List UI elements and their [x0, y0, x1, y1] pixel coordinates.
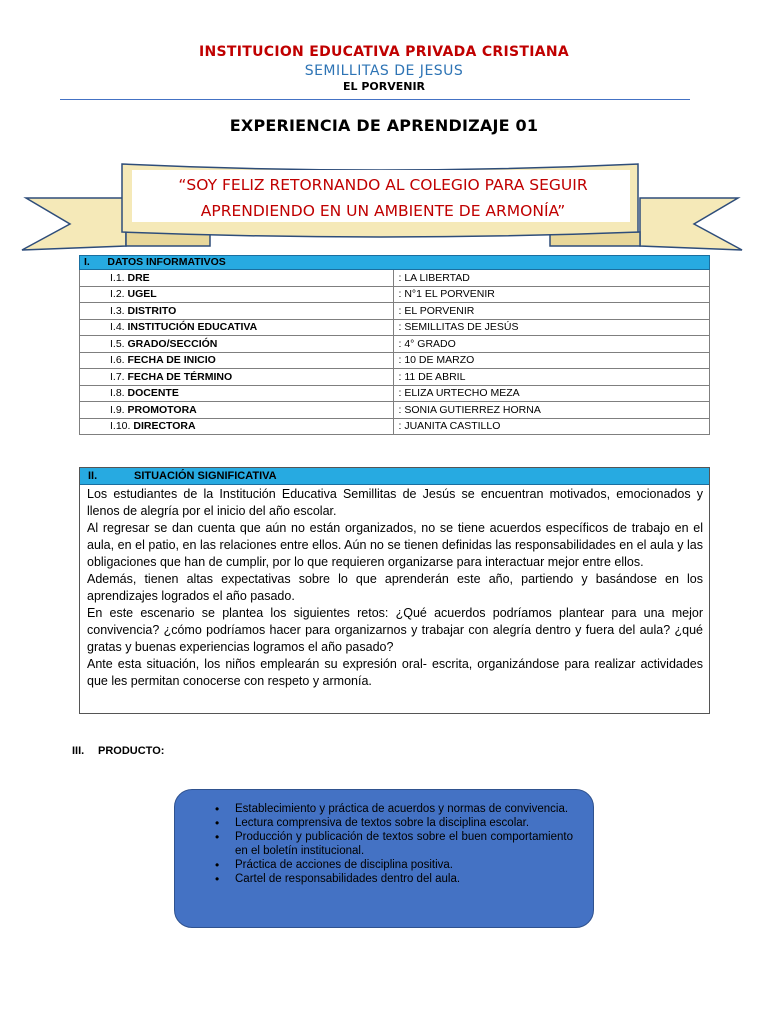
- info-row: [80, 402, 710, 419]
- situation-paragraph: Además, tienen altas expectativas sobre lo que aprenderán este año, partiendo y basándose en los aprendizajes logrados el año pasado.: [87, 572, 703, 603]
- info-row: [80, 352, 710, 369]
- info-label-cell: [80, 270, 394, 287]
- situation-paragraph: Al regresar se dan cuenta que aún no están organizados, no se tiene acuerdos específicos de trabajo en el aula, en el patio, en las relaciones entre ellos. Aún no se tienen definidas las responsabilidades en el aula y las obligaciones que han de cumplir, por lo que requieren organizarse para interactuar mejor entre ellos.: [87, 521, 703, 569]
- section-3-header: [72, 745, 164, 757]
- product-item: • Lectura comprensiva de textos sobre la disciplina escolar.: [215, 816, 573, 830]
- section-2-number: II.: [88, 470, 98, 482]
- section-1-number: I.: [84, 256, 90, 268]
- info-row: [80, 319, 710, 336]
- school-location: EL PORVENIR: [342, 80, 426, 93]
- info-value: : SONIA GUTIERREZ HORNA: [394, 402, 710, 419]
- info-value: : SEMILLITAS DE JESÚS: [394, 319, 710, 336]
- banner-slogan: “SOY FELIZ RETORNANDO AL COLEGIO PARA SEGUIR APRENDIENDO EN UN AMBIENTE DE ARMONÍA”: [178, 176, 588, 220]
- info-value: : ELIZA URTECHO MEZA: [394, 385, 710, 402]
- info-label: DRE: [127, 271, 150, 284]
- info-number: I.7.: [110, 370, 125, 383]
- product-item: • Establecimiento y práctica de acuerdos y normas de convivencia.: [215, 802, 573, 816]
- info-label-cell: [80, 286, 394, 303]
- info-value: : JUANITA CASTILLO: [394, 418, 710, 435]
- info-label-cell: [80, 336, 394, 353]
- header-divider: [60, 99, 690, 100]
- info-value: : N°1 EL PORVENIR: [394, 286, 710, 303]
- school-name: SEMILLITAS DE JESUS: [304, 63, 464, 79]
- info-row: [80, 418, 710, 435]
- document-title: EXPERIENCIA DE APRENDIZAJE 01: [229, 116, 539, 135]
- info-number: I.5.: [110, 337, 125, 350]
- institution-title: INSTITUCION EDUCATIVA PRIVADA CRISTIANA: [198, 44, 570, 60]
- info-label-cell: [80, 352, 394, 369]
- product-item: • Cartel de responsabilidades dentro del aula.: [215, 872, 573, 886]
- situation-paragraph: En este escenario se plantea los siguientes retos: ¿Qué acuerdos podríamos plantear para una mejor convivencia? ¿cómo podríamos hacer para organizarnos y trabajar con alegría dentro y fuera del aula? ¿qué gratas y buenas experiencias logramos el año pasado?: [87, 606, 703, 654]
- info-label: FECHA DE INICIO: [127, 354, 216, 367]
- info-label-cell: [80, 319, 394, 336]
- info-number: I.8.: [110, 387, 125, 400]
- info-number: I.10.: [110, 420, 131, 433]
- situation-text: [87, 486, 703, 690]
- info-value: : EL PORVENIR: [394, 303, 710, 320]
- info-label-cell: [80, 418, 394, 435]
- info-label: GRADO/SECCIÓN: [127, 337, 218, 350]
- info-label-cell: [80, 402, 394, 419]
- info-value: : LA LIBERTAD: [394, 270, 710, 287]
- info-number: I.1.: [110, 271, 125, 284]
- product-list: [215, 802, 573, 886]
- info-value: : 11 DE ABRIL: [394, 369, 710, 386]
- info-number: I.4.: [110, 321, 125, 334]
- info-label-cell: [80, 369, 394, 386]
- info-row: [80, 270, 710, 287]
- info-label-cell: [80, 303, 394, 320]
- info-row: [80, 286, 710, 303]
- section-2-title: SITUACIÓN SIGNIFICATIVA: [134, 470, 277, 482]
- info-number: I.9.: [110, 403, 125, 416]
- datos-informativos-table: [79, 255, 710, 435]
- info-value: : 4° GRADO: [394, 336, 710, 353]
- product-item: • Producción y publicación de textos sobre el buen comportamiento en el boletín institucional.: [215, 830, 573, 858]
- info-row: [80, 385, 710, 402]
- info-label: INSTITUCIÓN EDUCATIVA: [127, 321, 258, 334]
- info-number: I.2.: [110, 288, 125, 301]
- info-row: [80, 336, 710, 353]
- section-2-header: [80, 468, 709, 485]
- info-label: PROMOTORA: [127, 403, 197, 416]
- info-row: [80, 303, 710, 320]
- product-box: [174, 789, 594, 928]
- info-row: [80, 369, 710, 386]
- info-value: : 10 DE MARZO: [394, 352, 710, 369]
- product-item: • Práctica de acciones de disciplina positiva.: [215, 858, 573, 872]
- section-3-number: III.: [72, 745, 85, 757]
- situation-paragraph: Los estudiantes de la Institución Educativa Semillitas de Jesús se encuentran motivados, emocionados y llenos de alegría por el inicio del año escolar.: [87, 487, 703, 518]
- info-label: UGEL: [127, 288, 157, 301]
- section-1-header: [80, 256, 710, 270]
- info-label: FECHA DE TÉRMINO: [127, 370, 233, 383]
- info-label: DOCENTE: [127, 387, 179, 400]
- info-label-cell: [80, 385, 394, 402]
- info-number: I.3.: [110, 304, 125, 317]
- info-number: I.6.: [110, 354, 125, 367]
- situation-paragraph: Ante esta situación, los niños emplearán su expresión oral- escrita, organizándose para realizar actividades que les permitan conocerse con respeto y armonía.: [87, 657, 703, 688]
- situacion-significativa-box: [79, 467, 710, 714]
- section-3-title: PRODUCTO:: [98, 745, 165, 757]
- info-label: DIRECTORA: [133, 420, 196, 433]
- info-label: DISTRITO: [127, 304, 177, 317]
- section-1-title: DATOS INFORMATIVOS: [107, 256, 226, 268]
